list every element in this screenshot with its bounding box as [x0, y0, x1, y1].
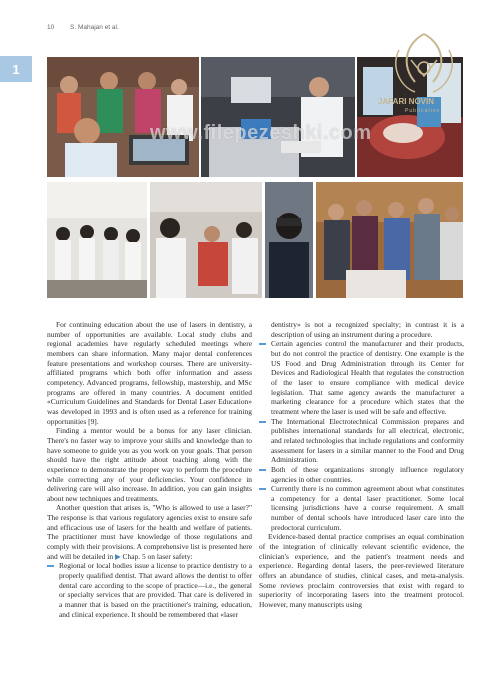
bullet-dash-icon	[47, 565, 54, 567]
photo-clinical-session	[150, 182, 262, 298]
bullet-dash-icon	[259, 469, 266, 471]
cross-reference-arrow-icon: ▶	[114, 551, 121, 561]
list-item	[47, 561, 252, 619]
paragraph-continuing-education: For continuing education about the use of lasers in dentistry, a number of opportunities are available. Local study clubs and regional academies have regularly scheduled meetings where members can share information. Many major dental conferences feature presentations and workshop courses. There are university-affiliated programs which both offer information and assess competency. Advanced programs, fellowship, mastership, and MSc programs are offered in many countries. A document entitled «Curriculum Guidelines and Standards for Dental Laser Education» was developed in 1993 and is often used as a reference for training opportunities [9].	[47, 320, 252, 426]
publisher-logo-text: JAFARI NOVIN	[378, 97, 435, 106]
photo-workshop-group	[47, 57, 199, 177]
regulation-list-continued	[259, 320, 464, 532]
chapter-tab: 1	[0, 56, 32, 82]
list-item-text: Regional or local bodies issue a license to practice dentistry to a properly qualified dentist. That award allows the dentist to offer dental care according to the scope of practice—i.e., the general or specialty services that are provided. That care is delivered in a manner that is based on the practitioner's training, education, and clinical experience. It should be remembered that «laser	[59, 561, 252, 619]
list-item	[259, 339, 464, 416]
page-number: 10	[47, 24, 55, 31]
list-item	[259, 484, 464, 532]
regulation-list	[47, 561, 252, 619]
photo-laser-demonstration	[201, 57, 355, 177]
photo-patient-treatment	[265, 182, 313, 298]
photo-group-discussion	[316, 182, 463, 298]
paragraph-evidence-based: Evidence-based dental practice comprises an equal combination of the integration of clinically relevant scientific evidence, the clinician's experience, and the patient's treatment needs and experience. Regarding dental lasers, the peer-reviewed literature offers an abundance of studies, clinical cases, and meta-analysis. Some reviews proclaim controversies that exist with regard to superiority of incorporating lasers into the treatment protocol. However, many manuscripts using	[259, 532, 464, 610]
list-item-text: The International Electrotechnical Commission prepares and publishes international standards for all electrical, electronic, and related technologies that include regulations and conformity assessment for lasers in a similar manner to the Food and Drug Administration.	[271, 416, 464, 465]
bullet-dash-icon	[259, 421, 266, 423]
list-item	[259, 320, 464, 339]
list-item-text: Currently there is no common agreement about what constitutes a competency for a dental laser practitioner. Some local licensing jurisdictions have a course requirement. A small number of dental schools have introduced laser care into the predoctoral curriculum.	[271, 484, 464, 532]
watermark-site: www.filepezeshki.com	[150, 122, 372, 144]
photo-lecture-room	[47, 182, 147, 298]
publisher-logo-icon	[385, 30, 463, 100]
list-item-text: dentistry» is not a recognized specialty; in contrast it is a description of using an instrument during a procedure.	[271, 320, 464, 339]
bullet-dash-icon	[259, 343, 266, 345]
paragraph-text: Another question that arises is, "Who is allowed to use a laser?" The response is that various regulatory agencies exist to ensure safe and efficacious use of lasers for the health and welfare of patients. The practitioner must have knowledge of those regulations and comply with their provisions. A comprehensive list is presented here and will be detailed in	[47, 503, 252, 561]
running-head: S. Mahajan et al.	[70, 24, 119, 31]
list-item-text: Both of these organizations strongly influence regulatory agencies in other countries.	[271, 464, 464, 484]
left-column	[47, 320, 252, 619]
paragraph-mentor: Finding a mentor would be a bonus for any laser clinician. There's no faster way to improve your skills and knowledge than to have someone to guide you as you work on your goals. That person should have the right attitude about teaching along with the experience to demonstrate the proper way to perform the procedure while correcting any of your deficiencies. Your confidence in delivering care will also increase. In addition, you can gain insights about new techniques and treatments.	[47, 426, 252, 503]
bullet-dash-icon	[259, 488, 266, 490]
list-item	[259, 417, 464, 465]
publisher-logo-subtitle: Publication	[405, 108, 441, 114]
list-item	[259, 465, 464, 484]
list-item-text: Certain agencies control the manufacturer and their products, but do not control the practice of dentistry. One example is the US Food and Drug Administration through its Center for Devices and Radiological Health that regulates the construction of the laser to ensure compliance with medical device legislation. That same agency awards the manufacturer a marketing clearance for a procedure which states that the treatment where the laser is used will be safe and effective.	[271, 339, 464, 416]
right-column	[259, 320, 464, 610]
paragraph-who-may-use-laser	[47, 503, 252, 561]
cross-reference-link[interactable]: Chap. 5 on laser safety:	[120, 551, 193, 561]
